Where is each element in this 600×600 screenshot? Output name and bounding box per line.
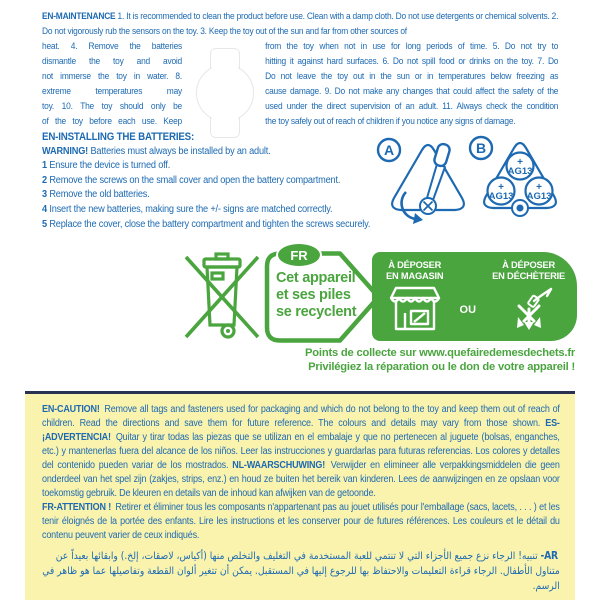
maintenance-right-line: Do not leave the toy out in the sun or in temperatures below freezing as (265, 71, 559, 82)
maintenance-intro (42, 9, 558, 39)
maintenance-intro-text: 1. It is recommended to clean the product before use. Clean with a damp cloth. Do not use detergents or chemical solvents. 2. Do not vigorously rub the sensors on the toy. 3. Keep the toy out of the sun and far from other sources of (42, 11, 559, 37)
maintenance-row (42, 69, 558, 84)
caution-paragraph-ar: AR- تنبيه! الرجاء نزع جميع الأجزاء التي لا تنتمي للعبة المستخدمة في التغليف والتخلص منها (أكياس، لاصقات، إلخ.) وابقائها بعيداً عن متناول الأطفال. الرجاء قراءة التعليمات والاحتفاظ بها للرجوع إليها في المستقبل. يمكن أن تتغير ألوان القطعة وتفاصيلها عما هو ظاهر في الرسم. (42, 551, 560, 592)
svg-text:+: + (498, 182, 504, 193)
caution-paragraph-multilang: EN-CAUTION! Remove all tags and fasteners used for packaging and which do not belong to the toy and keep them out of reach of children. Read the directions and save them for future reference. The colours and details may vary from those shown. ES-¡ADVERTENCIA! Quitar y tirar todas las piezas que se utilizan en el embalaje y que no pertenecen al juguete (bolsas, enganches, etc.) y mantenerlas fuera del alcance de los niños. Leer las instrucciones y guardarlas para futuras referencias. Los colores y detalles del contenido pueden variar de los mostrados. NL-WAARSCHUWING! Verwijder en elimineer alle verpakkingsmiddelen die geen onderdeel van het spel zijn (zakjes, strips, enz.) en houd ze buiten het bereik van kinderen. Lees de aanwijzingen en ze opslaan voor toekomstig gebruik. De kleuren en details van de inhoud kan afwijken van de getoonde. (42, 404, 560, 499)
maintenance-right-line: the toy safely out of reach of children if you notice any signs of damage. (265, 116, 516, 127)
maintenance-right-line: from the toy when not in use for long periods of time. 5. Do not try to (265, 41, 559, 52)
crossed-out-bin-icon (183, 251, 261, 350)
maintenance-row (42, 84, 558, 99)
store-icon (388, 285, 442, 333)
battery-step: 4 Insert the new batteries, making sure the +/- signs are matched correctly. (42, 203, 333, 215)
maintenance-row (42, 39, 558, 54)
warning-text: Batteries must always be installed by an adult. (90, 145, 271, 157)
battery-step: 5 Replace the cover, close the battery compartment and tighten the screws securely. (42, 218, 371, 230)
maintenance-right-line: hitting it against hard surfaces. 6. Do not spill food or drinks on the toy. 7. Do (265, 56, 559, 67)
drop-off-store-option: À DÉPOSER EN MAGASIN (386, 260, 443, 341)
maintenance-left-line: extreme temperatures may (42, 86, 182, 97)
recycle-bubble-text: Cet appareil et ses piles se recyclent (276, 270, 357, 320)
svg-text:AG13: AG13 (507, 166, 533, 177)
collect-advice-line: Privilégiez la réparation ou le don de votre appareil ! (308, 360, 575, 373)
collect-info (305, 347, 575, 374)
caution-en-label: EN-CAUTION! (42, 404, 100, 415)
battery-step: 3 Remove the old batteries. (42, 189, 150, 201)
svg-text:+: + (517, 157, 523, 168)
maintenance-right-line: cause damage. 9. Do not make any changes that could affect the safety of the (265, 86, 559, 97)
caution-es-label: ES-¡ADVERTENCIA! (42, 418, 560, 443)
diagram-a-unscrew (376, 136, 480, 235)
battery-step: 2 Remove the screws on the small cover and open the battery compartment. (42, 174, 341, 186)
warning-label: WARNING! (42, 145, 89, 157)
maintenance-left-line: heat. 4. Remove the batteries (42, 41, 182, 52)
battery-step: 1 Ensure the device is turned off. (42, 160, 171, 172)
maintenance-left-line: toy. 10. The toy should only be (42, 101, 182, 112)
maintenance-left-line: of the toy before each use. Keep (42, 116, 182, 127)
drop-off-panel (372, 252, 577, 341)
fr-badge: FR (276, 242, 322, 268)
recycle-bubble (264, 251, 382, 343)
rotate-arrow-icon (413, 213, 423, 224)
maintenance-section (42, 9, 558, 129)
maintenance-left-line: not immerse the toy in water. 8. (42, 71, 182, 82)
caution-paragraph-fr: FR-ATTENTION ! Retirer et éliminer tous les composants n'appartenant pas au jouet utilisés pour l'emballage (sacs, lacets, . . . ) et les tenir éloignés de la portée des enfants. Lire les instructions et les conserver pour de futures références. Les couleurs et le détail du contenu peuvent varier de ceux indiqués. (42, 502, 560, 541)
maintenance-row (42, 99, 558, 114)
decheterie-icon (502, 285, 556, 333)
maintenance-right-line: used under the direct supervision of an adult. 11. Always check the condition (265, 101, 559, 112)
diagram-b-label: B (475, 140, 487, 156)
svg-text:AG13: AG13 (488, 191, 514, 202)
diecut-hanger-shape (196, 48, 254, 138)
maintenance-row (42, 54, 558, 69)
diagram-b-batteries (468, 134, 572, 237)
svg-text:+: + (536, 182, 542, 193)
drop-off-decheterie-option: À DÉPOSER EN DÉCHÈTERIE (492, 260, 565, 341)
caution-panel (25, 391, 575, 600)
caution-nl-label: NL-WAARSCHUWING! (232, 460, 326, 471)
collect-url-line: Points de collecte sur www.quefairedemesdechets.fr (305, 347, 575, 359)
caution-ar-label: AR- (540, 551, 558, 562)
maintenance-left-line: dismantle the toy and avoid (42, 56, 182, 67)
maintenance-row (42, 114, 558, 129)
maintenance-heading: EN-MAINTENANCE (42, 11, 116, 22)
svg-text:AG13: AG13 (526, 191, 552, 202)
battery-title: EN-INSTALLING THE BATTERIES: (42, 131, 195, 143)
diagram-a-label: A (383, 142, 395, 158)
caution-fr-label: FR-ATTENTION ! (42, 502, 112, 513)
ou-separator: OU (459, 304, 477, 316)
